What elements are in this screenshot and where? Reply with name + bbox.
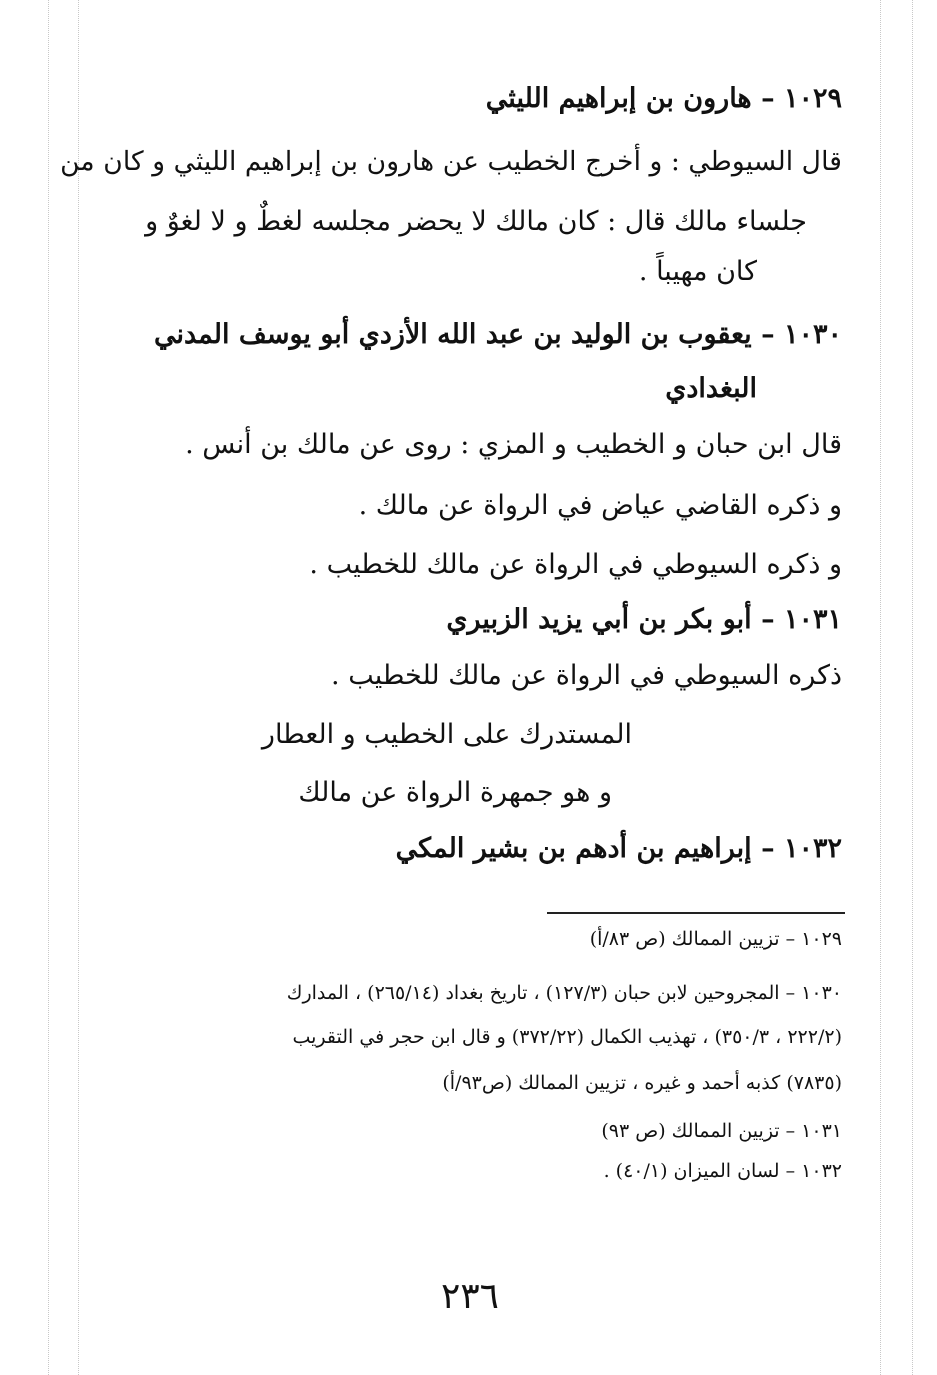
entry-1029-text: كان مهيباً . (638, 256, 757, 287)
scan-guide-line (48, 0, 49, 1375)
entry-1030-heading: البغدادي (665, 373, 757, 404)
footnote-1032: ١٠٣٢ – لسان الميزان (٤٠/١) . (603, 1160, 842, 1182)
entry-1030-text: قال ابن حبان و الخطيب و المزي : روى عن مالك بن أنس . (185, 429, 842, 460)
scan-guide-line (880, 0, 881, 1375)
scan-guide-line (78, 0, 79, 1375)
footnote-1031: ١٠٣١ – تزيين الممالك (ص ٩٣) (601, 1120, 842, 1142)
footnote-1030: (٢٢٢/٢ ، ٣٥٠/٣) ، تهذيب الكمال (٣٧٢/٢٢) و قال ابن حجر في التقريب (292, 1026, 842, 1048)
scan-guide-line (912, 0, 913, 1375)
entry-1031-heading: ١٠٣١ – أبو بكر بن أبي يزيد الزبيري (446, 604, 842, 635)
section-title: المستدرك على الخطيب و العطار (261, 719, 632, 750)
entry-1029-text: جلساء مالك قال : كان مالك لا يحضر مجلسه لغطٌ و لا لغوٌ و (145, 206, 807, 237)
entry-1029-heading: ١٠٢٩ – هارون بن إبراهيم الليثي (485, 83, 842, 114)
entry-1030-text: و ذكره السيوطي في الرواة عن مالك للخطيب . (309, 549, 842, 580)
entry-1030-text: و ذكره القاضي عياض في الرواة عن مالك . (358, 490, 842, 521)
footnote-1030: ١٠٣٠ – المجروحين لابن حبان (١٢٧/٣) ، تاريخ بغداد (٢٦٥/١٤) ، المدارك (286, 982, 842, 1004)
page-number: ٢٣٦ (440, 1276, 499, 1317)
footnote-1029: ١٠٢٩ – تزيين الممالك (ص ٨٣/أ) (589, 928, 842, 950)
entry-1030-heading: ١٠٣٠ – يعقوب بن الوليد بن عبد الله الأزدي أبو يوسف المدني (153, 319, 842, 350)
section-subtitle: و هو جمهرة الرواة عن مالك (298, 777, 612, 808)
entry-1029-text: قال السيوطي : و أخرج الخطيب عن هارون بن إبراهيم الليثي و كان من (60, 146, 842, 177)
footnote-separator (547, 912, 845, 914)
entry-1031-text: ذكره السيوطي في الرواة عن مالك للخطيب . (331, 660, 842, 691)
entry-1032-heading: ١٠٣٢ – إبراهيم بن أدهم بن بشير المكي (395, 833, 842, 864)
footnote-1030: (٧٨٣٥) كذبه أحمد و غيره ، تزيين الممالك (ص٩٣/أ) (442, 1072, 842, 1094)
